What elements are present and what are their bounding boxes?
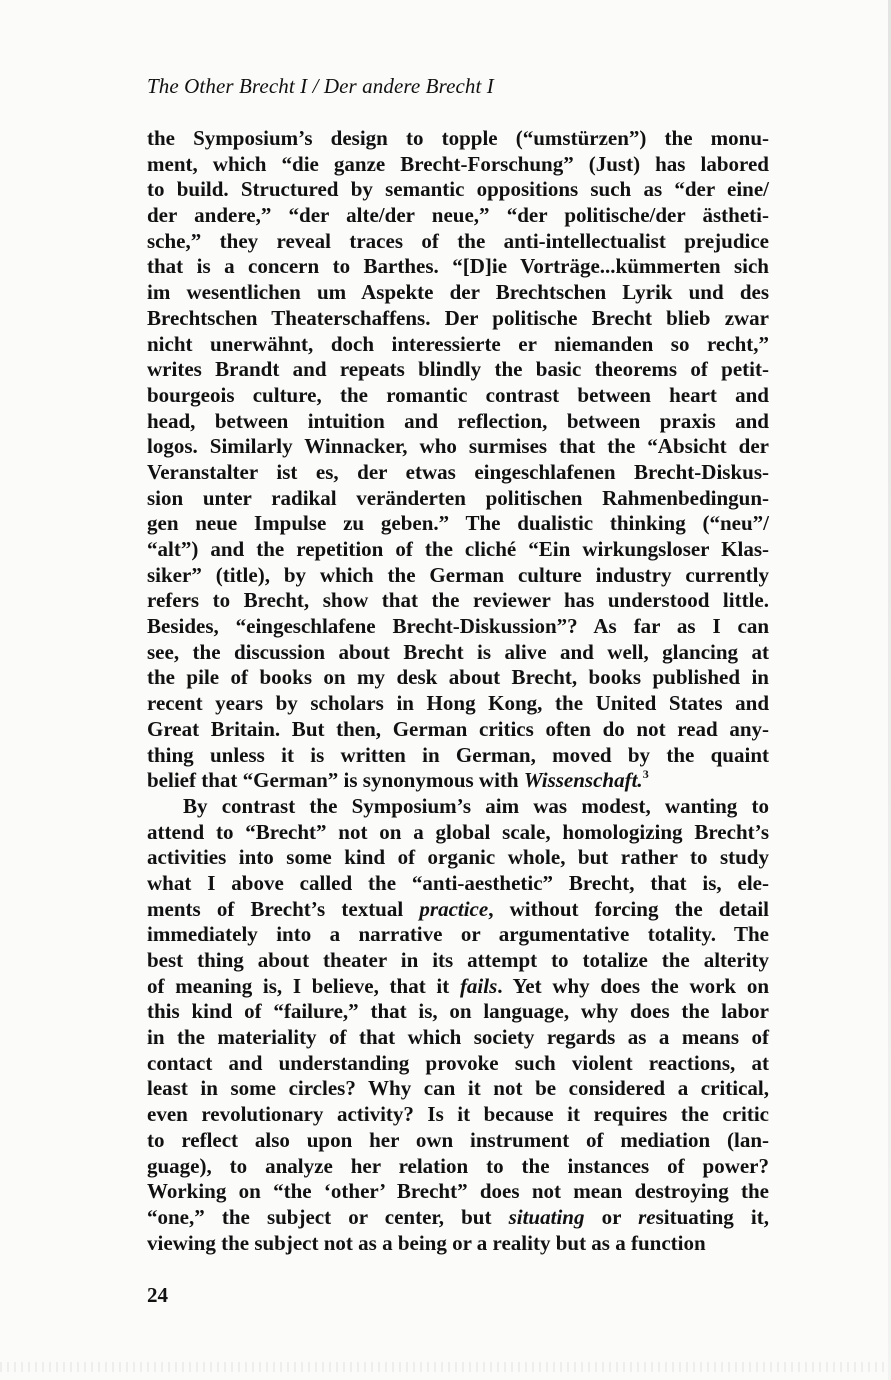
text-line: sche,” they reveal traces of the anti-intellectualist prejudice xyxy=(147,228,769,253)
text-line: der andere,” “der alte/der neue,” “der politische/der ästheti- xyxy=(147,203,769,228)
text-line: bourgeois culture, the romantic contrast between heart and xyxy=(147,382,769,407)
text-line: writes Brandt and repeats blindly the basic theorems of petit- xyxy=(147,357,769,382)
text-run: . Yet why does the work on xyxy=(497,973,769,998)
text-line: attend to “Brecht” not on a global scale, homologizing Brecht’s xyxy=(147,819,769,844)
text-line: ment, which “die ganze Brecht-Forschung” (Just) has labored xyxy=(147,151,769,176)
text-line: in the materiality of that which society regards as a means of xyxy=(147,1025,769,1050)
text-line: viewing the subject not as a being or a reality but as a function xyxy=(147,1230,706,1255)
text-line: even revolutionary activity? Is it because it requires the critic xyxy=(147,1102,769,1127)
text-line: the Symposium’s design to topple (“umstürzen”) the monu- xyxy=(147,126,769,150)
text-line: gen neue Impulse zu geben.” The dualistic thinking (“neu”/ xyxy=(147,511,769,536)
text-line: that is a concern to Barthes. “[D]ie Vorträge...kümmerten sich xyxy=(147,254,769,279)
text-line: refers to Brecht, show that the reviewer has understood little. xyxy=(147,588,769,613)
text-line: what I above called the “anti-aesthetic” Brecht, that is, ele- xyxy=(147,870,769,895)
text-line: Great Britain. But then, German critics often do not read any- xyxy=(147,716,769,741)
italic-run: re xyxy=(638,1204,656,1229)
text-line: Besides, “eingeschlafene Brecht-Diskussion”? As far as I can xyxy=(147,614,769,639)
italic-run: situating xyxy=(508,1204,585,1229)
text-line: sion unter radikal veränderten politischen Rahmenbedingun- xyxy=(147,485,769,510)
text-line xyxy=(147,897,769,923)
text-line: thing unless it is written in German, moved by the quaint xyxy=(147,742,769,767)
text-line: head, between intuition and reflection, between praxis and xyxy=(147,408,769,433)
italic-run: practice xyxy=(419,896,489,921)
text-line: Brechtschen Theaterschaffens. Der politische Brecht blieb zwar xyxy=(147,305,769,330)
text-line: nicht unerwähnt, doch interessierte er niemanden so recht,” xyxy=(147,331,769,356)
text-line: see, the discussion about Brecht is alive and well, glancing at xyxy=(147,639,769,664)
text-line: to build. Structured by semantic oppositions such as “der eine/ xyxy=(147,177,769,202)
text-run: or xyxy=(584,1204,639,1229)
text-run: situating it, xyxy=(655,1204,769,1229)
text-line: immediately into a narrative or argumentative totality. The xyxy=(147,922,769,947)
text-line: Working on “the ‘other’ Brecht” does not mean destroying the xyxy=(147,1179,769,1204)
text-run: “one,” the subject or center, but xyxy=(147,1204,509,1229)
text-line: best thing about theater in its attempt to totalize the alterity xyxy=(147,948,769,972)
text-line: contact and understanding provoke such violent reactions, at xyxy=(147,1050,769,1075)
text-run: , without forcing the detail xyxy=(488,896,769,921)
text-line: logos. Similarly Winnacker, who surmises that the “Absicht der xyxy=(147,434,769,459)
text-line: this kind of “failure,” that is, on language, why does the labor xyxy=(147,999,769,1024)
text-line: Veranstalter ist es, der etwas eingeschlafenen Brecht-Diskus- xyxy=(147,459,769,484)
text-line: least in some circles? Why can it not be considered a critical, xyxy=(147,1076,769,1101)
text-run: of meaning is, I believe, that it xyxy=(147,973,460,998)
footnote-ref: 3 xyxy=(642,767,649,782)
italic-run: Wissenschaft. xyxy=(523,768,643,793)
text-line: to reflect also upon her own instrument of mediation (lan- xyxy=(147,1127,769,1152)
text-run: ments of Brecht’s textual xyxy=(147,896,420,921)
text-line: activities into some kind of organic whole, but rather to study xyxy=(147,845,769,870)
text-line: recent years by scholars in Hong Kong, the United States and xyxy=(147,691,769,716)
text-line: guage), to analyze her relation to the instances of power? xyxy=(147,1153,769,1178)
body-text xyxy=(147,126,769,1256)
page-number: 24 xyxy=(147,1283,168,1307)
italic-run: fails xyxy=(459,973,498,998)
text-line xyxy=(147,1205,769,1231)
text-line: im wesentlichen um Aspekte der Brechtschen Lyrik und des xyxy=(147,280,769,305)
text-line: the pile of books on my desk about Brecht, books published in xyxy=(147,665,769,690)
text-line-paragraph-end xyxy=(147,768,769,794)
text-line xyxy=(147,974,769,1000)
text-line: siker” (title), by which the German culture industry currently xyxy=(147,562,769,587)
scan-edge-artifact xyxy=(0,1362,891,1372)
running-head: The Other Brecht I / Der andere Brecht I xyxy=(147,74,494,98)
text-run: belief that “German” is synonymous with xyxy=(147,768,524,793)
text-line: “alt”) and the repetition of the cliché “Ein wirkungsloser Klas- xyxy=(147,537,769,561)
text-line-paragraph-start: By contrast the Symposium’s aim was modest, wanting to xyxy=(183,793,769,818)
